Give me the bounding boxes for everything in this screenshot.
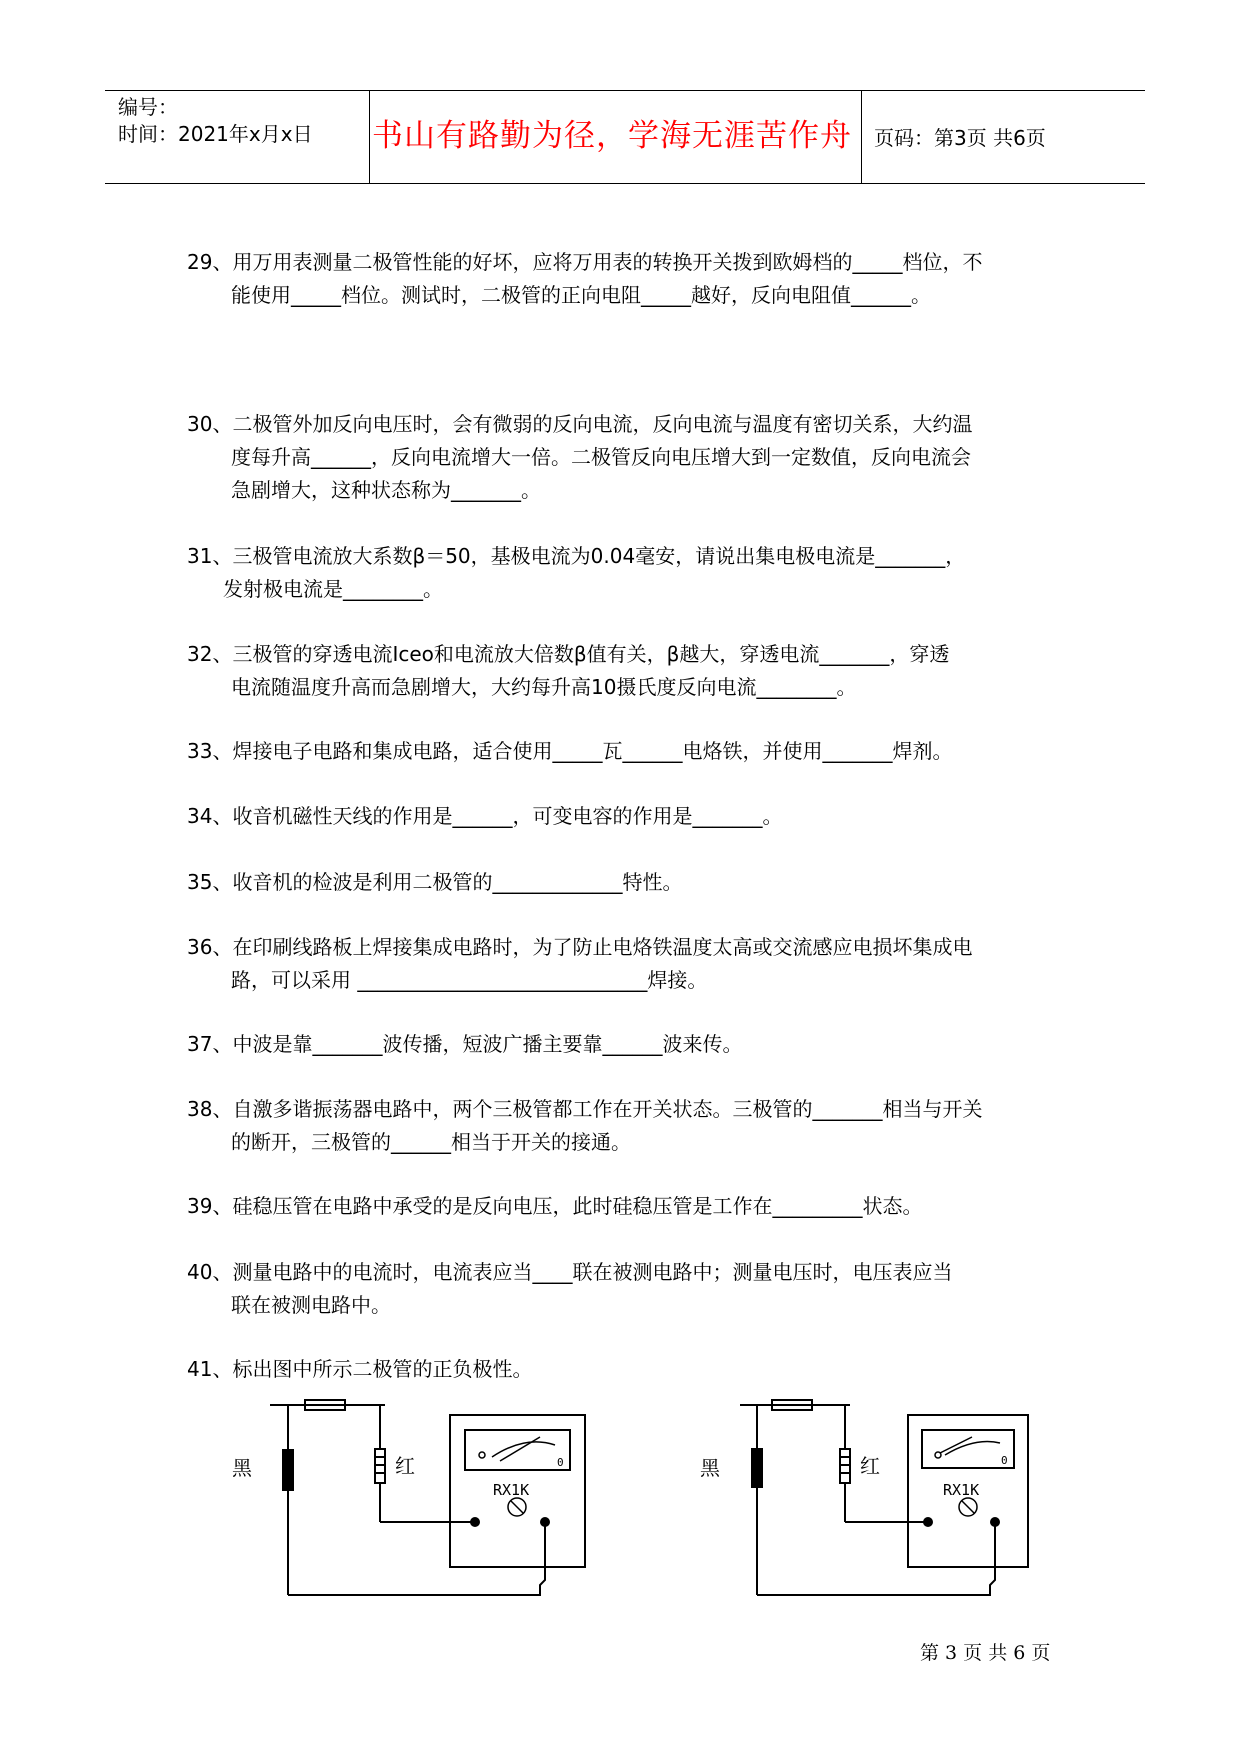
question-line: 的断开，三极管的______相当于开关的接通。 bbox=[231, 1130, 631, 1154]
question-line: 34、收音机磁性天线的作用是______，可变电容的作用是_______。 bbox=[187, 804, 783, 828]
question-line: 电流随温度升高而急剧增大，大约每升高10摄氏度反向电流________。 bbox=[231, 675, 857, 699]
meter-scale-zero: 0 bbox=[1001, 1454, 1008, 1467]
question-line: 38、自激多谐振荡器电路中，两个三极管都工作在开关状态。三极管的_______相当与开关 bbox=[187, 1097, 983, 1121]
question-line: 40、测量电路中的电流时，电流表应当____联在被测电路中；测量电压时，电压表应当 bbox=[187, 1260, 953, 1284]
meter-range-label: RX1K bbox=[493, 1481, 530, 1499]
wire bbox=[288, 1522, 545, 1595]
question-line: 度每升高______，反向电流增大一倍。二极管反向电压增大到一定数值，反向电流会 bbox=[231, 445, 971, 469]
red-lead-label: 红 bbox=[395, 1454, 415, 1478]
wire bbox=[757, 1522, 995, 1595]
meter-range-label: RX1K bbox=[943, 1481, 980, 1499]
question-37 bbox=[187, 1028, 1067, 1061]
meter-terminal-left bbox=[471, 1518, 479, 1526]
question-line: 30、二极管外加反向电压时，会有微弱的反向电流，反向电流与温度有密切关系，大约温 bbox=[187, 412, 973, 436]
question-34 bbox=[187, 800, 1067, 833]
header-bottom-rule bbox=[105, 183, 1145, 184]
question-32 bbox=[187, 638, 1067, 704]
question-line: 35、收音机的检波是利用二极管的_____________特性。 bbox=[187, 870, 683, 894]
ohmmeter-diagram-2 bbox=[700, 1395, 1060, 1610]
question-line: 能使用_____档位。测试时，二极管的正向电阻_____越好，反向电阻值______。 bbox=[231, 283, 931, 307]
page-footer: 第 3 页 共 6 页 bbox=[920, 1642, 1051, 1664]
question-31 bbox=[187, 540, 1067, 606]
meter-terminal-left bbox=[924, 1518, 932, 1526]
ohmmeter-diagram-1 bbox=[230, 1395, 590, 1610]
question-line: 41、标出图中所示二极管的正负极性。 bbox=[187, 1357, 533, 1381]
question-33 bbox=[187, 735, 1067, 768]
header-motto: 书山有路勤为径，学海无涯苦作舟 bbox=[372, 118, 852, 154]
question-29 bbox=[187, 246, 1067, 312]
question-40 bbox=[187, 1256, 1067, 1322]
question-line: 发射极电流是________。 bbox=[223, 577, 443, 601]
question-39 bbox=[187, 1190, 1067, 1223]
question-line: 31、三极管电流放大系数β＝50，基极电流为0.04毫安，请说出集电极电流是_______， bbox=[187, 544, 966, 568]
question-30 bbox=[187, 408, 1067, 507]
header-divider-left bbox=[369, 90, 370, 184]
question-line: 路，可以采用 _____________________________焊接。 bbox=[231, 968, 708, 992]
meter-scale-zero: 0 bbox=[557, 1456, 564, 1469]
question-line: 33、焊接电子电路和集成电路，适合使用_____瓦______电烙铁，并使用_______焊剂。 bbox=[187, 739, 953, 763]
black-lead-label: 黑 bbox=[700, 1456, 720, 1480]
question-line: 联在被测电路中。 bbox=[231, 1293, 391, 1317]
red-lead-label: 红 bbox=[860, 1454, 880, 1478]
black-lead-component bbox=[283, 1450, 293, 1490]
question-36 bbox=[187, 931, 1067, 997]
question-line: 32、三极管的穿透电流Iceo和电流放大倍数β值有关，β越大，穿透电流_______，穿透 bbox=[187, 642, 950, 666]
question-line: 39、硅稳压管在电路中承受的是反向电压，此时硅稳压管是工作在_________状态。 bbox=[187, 1194, 923, 1218]
time-label: 时间：2021年x月x日 bbox=[118, 122, 313, 146]
black-lead-component bbox=[752, 1449, 762, 1487]
question-line: 36、在印刷线路板上焊接集成电路时，为了防止电烙铁温度太高或交流感应电损坏集成电 bbox=[187, 935, 973, 959]
black-lead-label: 黑 bbox=[232, 1456, 252, 1480]
header-top-rule bbox=[105, 90, 1145, 91]
question-line: 29、用万用表测量二极管性能的好坏，应将万用表的转换开关拨到欧姆档的_____档位，不 bbox=[187, 250, 983, 274]
header-divider-right bbox=[861, 90, 862, 184]
question-line: 急剧增大，这种状态称为_______。 bbox=[231, 478, 541, 502]
header-page-info: 页码：第3页 共6页 bbox=[874, 126, 1046, 150]
serial-label: 编号： bbox=[118, 95, 178, 119]
question-38 bbox=[187, 1093, 1067, 1159]
question-35 bbox=[187, 866, 1067, 899]
question-line: 37、中波是靠_______波传播，短波广播主要靠______波来传。 bbox=[187, 1032, 743, 1056]
question-41 bbox=[187, 1353, 1067, 1386]
